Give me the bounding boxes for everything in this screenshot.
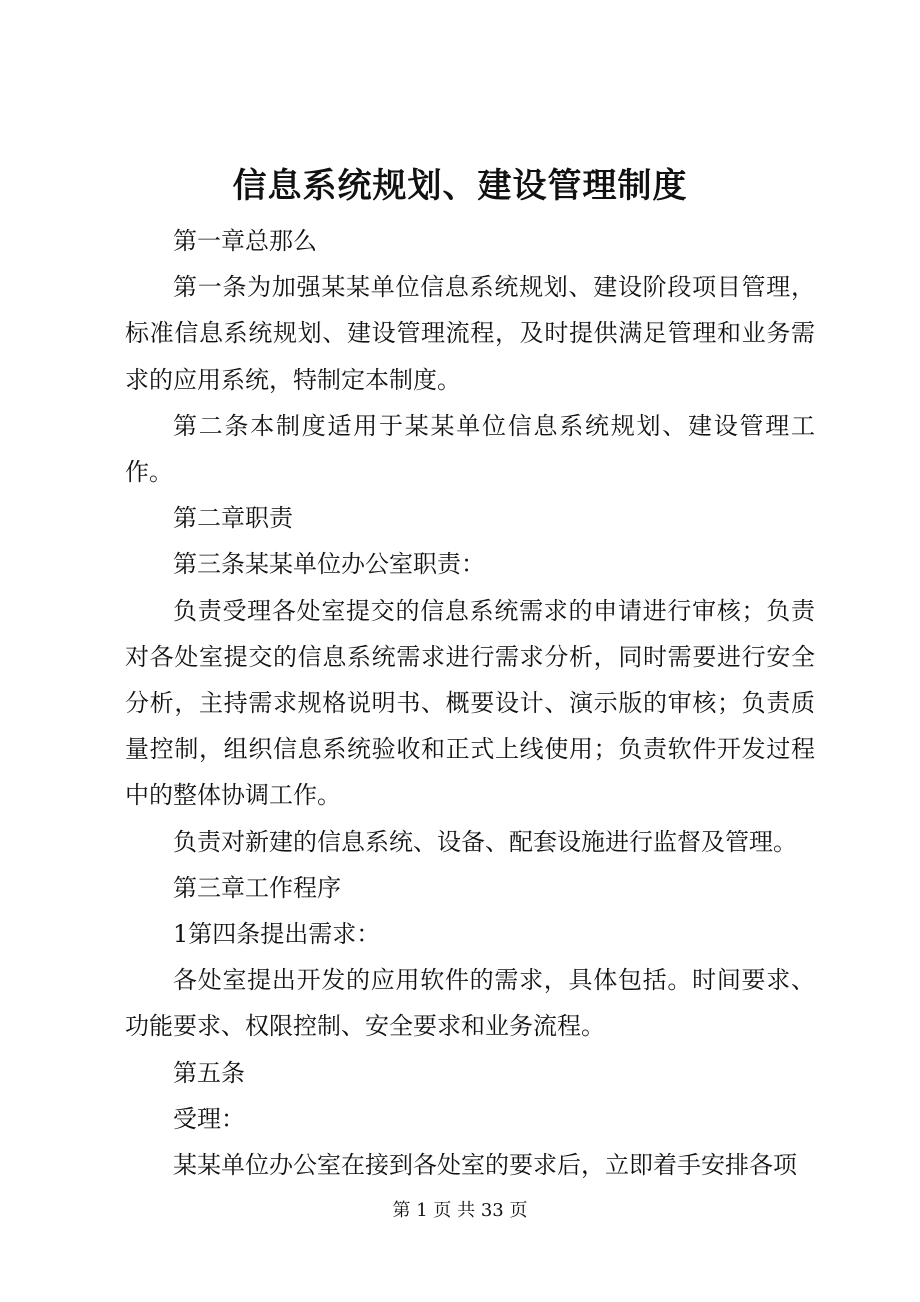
document-title: 信息系统规划、建设管理制度 [232, 166, 688, 206]
article-5-detail: 某某单位办公室在接到各处室的要求后，立即着手安排各项 [173, 1151, 797, 1180]
page-footer: 第 1 页 共 33 页 [392, 1200, 528, 1221]
document-body [125, 218, 815, 1188]
article-4: 1第四条提出需求： [173, 920, 381, 949]
article-3: 第三条某某单位办公室职责： [173, 550, 485, 579]
article-4-detail: 各处室提出开发的应用软件的需求，具体包括。时间要求、功能要求、权限控制、安全要求和业务流程。 [125, 966, 815, 1041]
chapter-3-heading: 第三章工作程序 [173, 873, 341, 902]
article-3-supervision: 负责对新建的信息系统、设备、配套设施进行监督及管理。 [173, 827, 797, 856]
article-3-duties: 负责受理各处室提交的信息系统需求的申请进行审核；负责对各处室提交的信息系统需求进行需求分析，同时需要进行安全分析，主持需求规格说明书、概要设计、演示版的审核；负责质量控制，组织信息系统验收和正式上线使用；负责软件开发过程中的整体协调工作。 [125, 596, 815, 810]
article-1: 第一条为加强某某单位信息系统规划、建设阶段项目管理，标准信息系统规划、建设管理流程，及时提供满足管理和业务需求的应用系统，特制定本制度。 [125, 273, 815, 394]
article-2: 第二条本制度适用于某某单位信息系统规划、建设管理工作。 [125, 411, 815, 487]
article-5: 第五条 [173, 1058, 245, 1087]
chapter-2-heading: 第二章职责 [173, 504, 293, 533]
article-5-accept: 受理： [173, 1104, 245, 1133]
chapter-1-heading: 第一章总那么 [173, 227, 317, 255]
